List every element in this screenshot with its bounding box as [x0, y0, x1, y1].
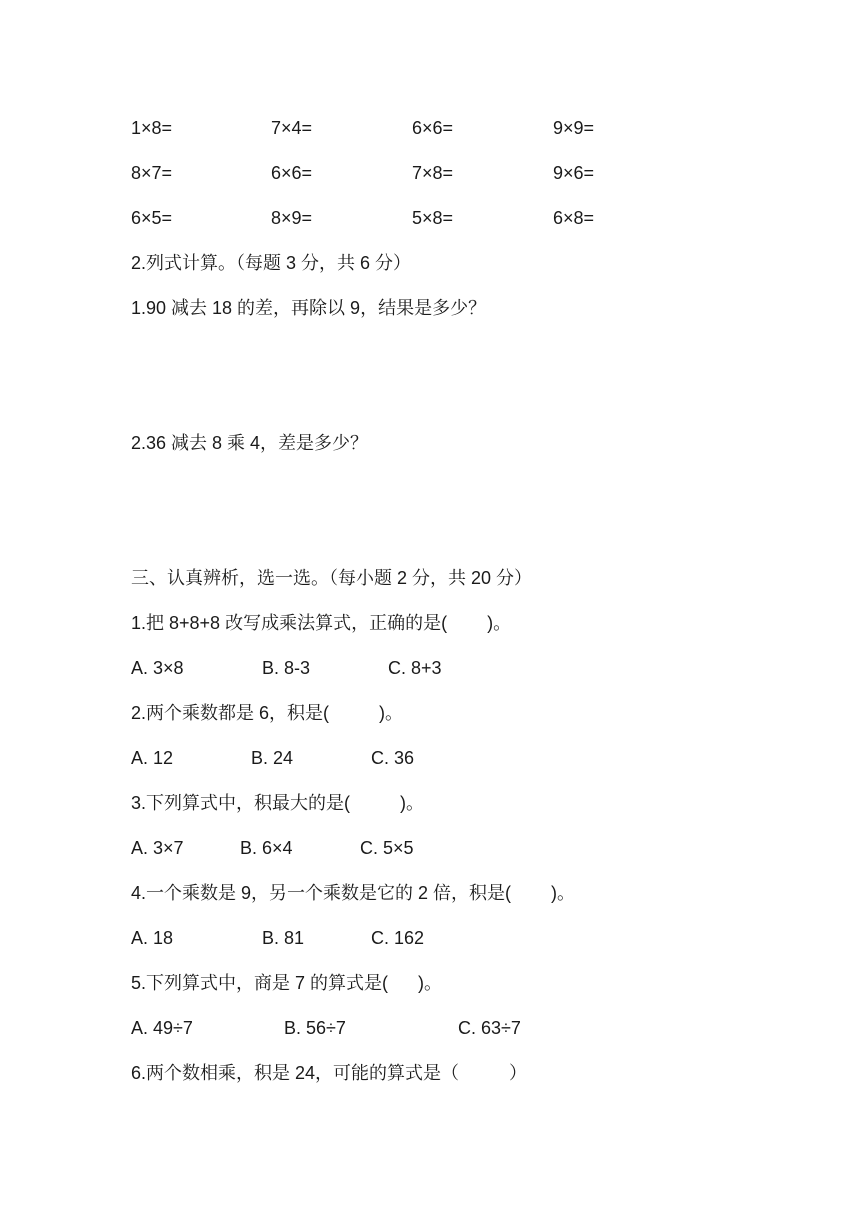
calc-item: 9×6=	[553, 163, 595, 183]
question-1: 1.把 8+8+8 改写成乘法算式，正确的是( )。	[131, 613, 512, 633]
option-b: B. 81	[262, 928, 305, 948]
option-c: C. 63÷7	[458, 1018, 521, 1038]
option-c: C. 8+3	[388, 658, 442, 678]
calc-item: 6×5=	[131, 208, 173, 228]
option-a: A. 49÷7	[131, 1018, 193, 1038]
calc-item: 7×4=	[271, 118, 313, 138]
calc-item: 6×6=	[412, 118, 454, 138]
calc-item: 5×8=	[412, 208, 454, 228]
section2-question-2: 2.36 减去 8 乘 4，差是多少？	[131, 433, 369, 453]
option-a: A. 3×8	[131, 658, 184, 678]
option-a: A. 18	[131, 928, 174, 948]
option-a: A. 3×7	[131, 838, 184, 858]
question-2: 2.两个乘数都是 6，积是( )。	[131, 703, 404, 723]
calc-item: 6×8=	[553, 208, 595, 228]
calc-item: 6×6=	[271, 163, 313, 183]
calc-item: 9×9=	[553, 118, 595, 138]
option-b: B. 56÷7	[284, 1018, 346, 1038]
option-a: A. 12	[131, 748, 174, 768]
calc-item: 7×8=	[412, 163, 454, 183]
question-4: 4.一个乘数是 9，另一个乘数是它的 2 倍，积是( )。	[131, 883, 576, 903]
calc-item: 1×8=	[131, 118, 173, 138]
option-c: C. 36	[371, 748, 415, 768]
section2-question-1: 1.90 减去 18 的差，再除以 9，结果是多少？	[131, 298, 487, 318]
option-b: B. 8-3	[262, 658, 311, 678]
question-6: 6.两个数相乘，积是 24，可能的算式是（ ）	[131, 1063, 528, 1083]
section2-title: 2.列式计算。（每题 3 分，共 6 分）	[131, 253, 412, 273]
option-b: B. 24	[251, 748, 294, 768]
question-5: 5.下列算式中，商是 7 的算式是( )。	[131, 973, 443, 993]
option-c: C. 5×5	[360, 838, 414, 858]
option-c: C. 162	[371, 928, 425, 948]
calc-item: 8×9=	[271, 208, 313, 228]
question-3: 3.下列算式中，积最大的是( )。	[131, 793, 425, 813]
section3-title: 三、认真辨析，选一选。（每小题 2 分，共 20 分）	[131, 568, 533, 588]
option-b: B. 6×4	[240, 838, 293, 858]
calc-item: 8×7=	[131, 163, 173, 183]
